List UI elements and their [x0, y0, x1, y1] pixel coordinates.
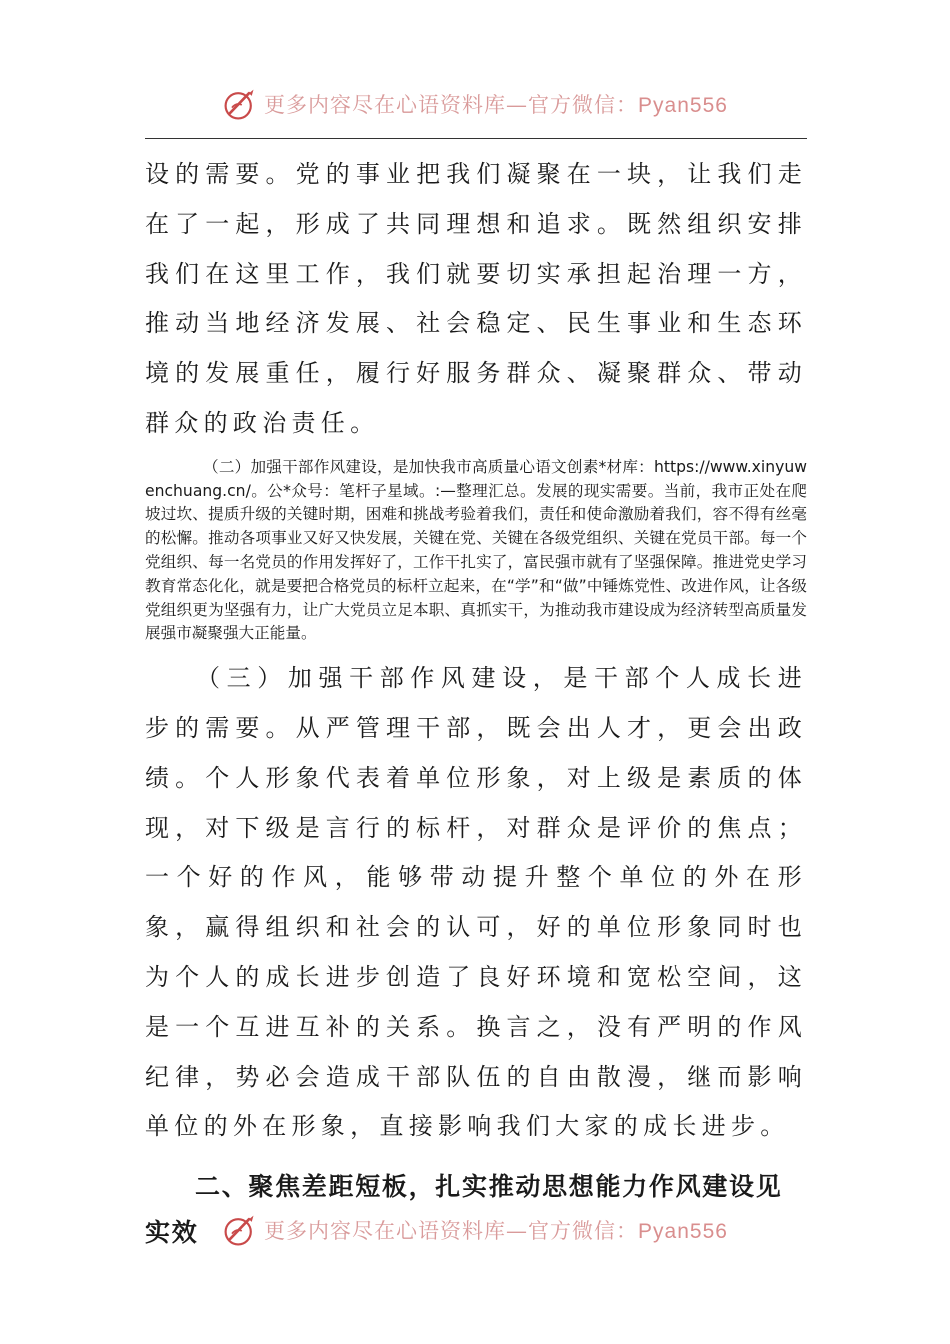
document-body	[145, 150, 807, 1256]
footer-watermark	[0, 1210, 950, 1250]
header-watermark	[0, 84, 950, 124]
paragraph-two: （二）加强干部作风建设，是加快我市高质量心语文创素*材库：https://www.xinyuwenchuang.cn/。公*众号：笔杆子星域。:—整理汇总。发展的现实需要。当前，我市正处在爬坡过坎、提质升级的关键时期，困难和挑战考验着我们，责任和使命激励着我们，容不得有丝毫的松懈。推动各项事业又好又快发展，关键在党、关键在各级党组织、关键在党员干部。每一个党组织、每一名党员的作用发挥好了，工作干扎实了，富民强市就有了坚强保障。推进党史学习教育常态化化，就是要把合格党员的标杆立起来，在“学”和“做”中锤炼党性、改进作风，让各级党组织更为坚强有力，让广大党员立足本职、真抓实干，为推动我市建设成为经济转型高质量发展强市凝聚强大正能量。	[145, 457, 807, 643]
paragraph-three: （三）加强干部作风建设，是干部个人成长进步的需要。从严管理干部，既会出人才，更会出政绩。个人形象代表着单位形象，对上级是素质的体现，对下级是言行的标杆，对群众是评价的焦点；一个好的作风，能够带动提升整个单位的外在形象，赢得组织和社会的认可，好的单位形象同时也为个人的成长进步创造了良好环境和宽松空间，这是一个互进互补的关系。换言之，没有严明的作风纪律，势必会造成干部队伍的自由散漫，继而影响单位的外在形象，直接影响我们大家的成长进步。	[145, 664, 807, 1141]
paragraph-continuation: 设的需要。党的事业把我们凝聚在一块，让我们走在了一起，形成了共同理想和追求。既然组织安排我们在这里工作，我们就要切实承担起治理一方，推动当地经济发展、社会稳定、民生事业和生态环境的发展重任，履行好服务群众、凝聚群众、带动群众的政治责任。	[145, 160, 807, 437]
watermark-label: 更多内容尽在心语资料库—官方微信：	[264, 93, 639, 117]
pen-logo-icon	[222, 1212, 258, 1248]
watermark-label: 更多内容尽在心语资料库—官方微信：	[264, 1219, 639, 1243]
watermark-wechat-id: Pyan556	[638, 1220, 728, 1243]
watermark-text	[264, 89, 728, 119]
section-heading: 二、聚焦差距短板，扎实推动思想能力作风建设见实效	[145, 1172, 783, 1248]
pen-logo-icon	[222, 86, 258, 122]
watermark-wechat-id: Pyan556	[638, 94, 728, 117]
header-divider	[145, 138, 807, 139]
watermark-text	[264, 1215, 728, 1245]
